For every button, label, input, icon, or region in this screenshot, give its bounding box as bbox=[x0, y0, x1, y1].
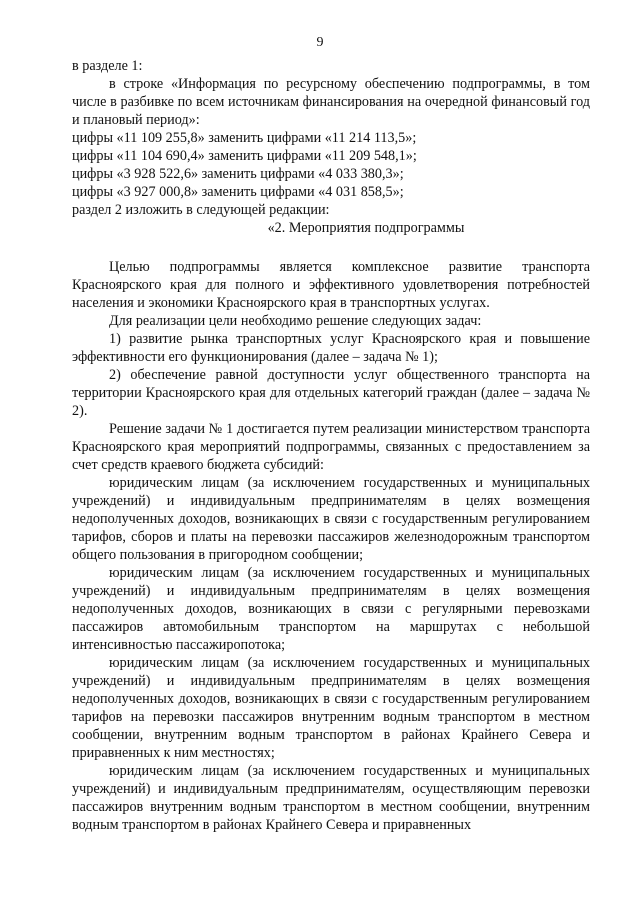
paragraph: юридическим лицам (за исключением государственных и муниципальных учреждений) и индивидуальным предпринимателям, осуществляющим перевозки пассажиров внутренним водным транспортом в местном сообщении, внутренним водным транспортом в районах Крайнего Севера и приравненных bbox=[72, 763, 590, 833]
section-header: в разделе 1: bbox=[72, 58, 143, 74]
paragraph: юридическим лицам (за исключением государственных и муниципальных учреждений) и индивидуальным предпринимателям в целях возмещения недополученных доходов, возникающих в связи с регулярными перевозками пассажиров автомобильным транспортом на маршрутах с небольшой интенсивностью пассажиропотока; bbox=[72, 565, 590, 653]
paragraph: юридическим лицам (за исключением государственных и муниципальных учреждений) и индивидуальным предпринимателям в целях возмещения недополученных доходов, возникающих в связи с государственным регулированием тарифов, сборов и платы на перевозки пассажиров железнодорожным транспортом общего пользования в пригородном сообщении; bbox=[72, 475, 590, 563]
replacement-line: цифры «3 928 522,6» заменить цифрами «4 033 380,3»; bbox=[72, 166, 404, 182]
paragraph: 2) обеспечение равной доступности услуг общественного транспорта на территории Красноярского края для отдельных категорий граждан (далее – задача № 2). bbox=[72, 367, 590, 419]
section2-intro: раздел 2 изложить в следующей редакции: bbox=[72, 202, 330, 218]
replacement-line: цифры «11 109 255,8» заменить цифрами «11 214 113,5»; bbox=[72, 130, 417, 146]
replacement-line: цифры «11 104 690,4» заменить цифрами «11 209 548,1»; bbox=[72, 148, 417, 164]
paragraph: 1) развитие рынка транспортных услуг Красноярского края и повышение эффективности его функционирования (далее – задача № 1); bbox=[72, 331, 590, 365]
paragraph: Для реализации цели необходимо решение следующих задач: bbox=[109, 313, 482, 329]
paragraph: Решение задачи № 1 достигается путем реализации министерством транспорта Красноярского края мероприятий подпрограммы, связанных с предоставлением за счет средств краевого бюджета субсидий: bbox=[72, 421, 590, 473]
section2-title: «2. Мероприятия подпрограммы bbox=[267, 220, 465, 236]
info-row-text: в строке «Информация по ресурсному обеспечению подпрограммы, в том числе в разбивке по всем источникам финансирования на очередной финансовый год и плановый период»: bbox=[72, 76, 590, 128]
replacement-line: цифры «3 927 000,8» заменить цифрами «4 031 858,5»; bbox=[72, 184, 404, 200]
page-number: 9 bbox=[316, 35, 324, 50]
paragraph: юридическим лицам (за исключением государственных и муниципальных учреждений) и индивидуальным предпринимателям в целях возмещения недополученных доходов, возникающих в связи с государственным регулированием тарифов на перевозки пассажиров внутренним водным транспортом в местном сообщении, внутренним водным транспортом в районах Крайнего Севера и приравненных к ним местностях; bbox=[72, 655, 590, 761]
paragraph: Целью подпрограммы является комплексное развитие транспорта Красноярского края для полного и эффективного удовлетворения потребностей населения и экономики Красноярского края в транспортных услугах. bbox=[72, 259, 590, 311]
document-body bbox=[72, 57, 590, 834]
